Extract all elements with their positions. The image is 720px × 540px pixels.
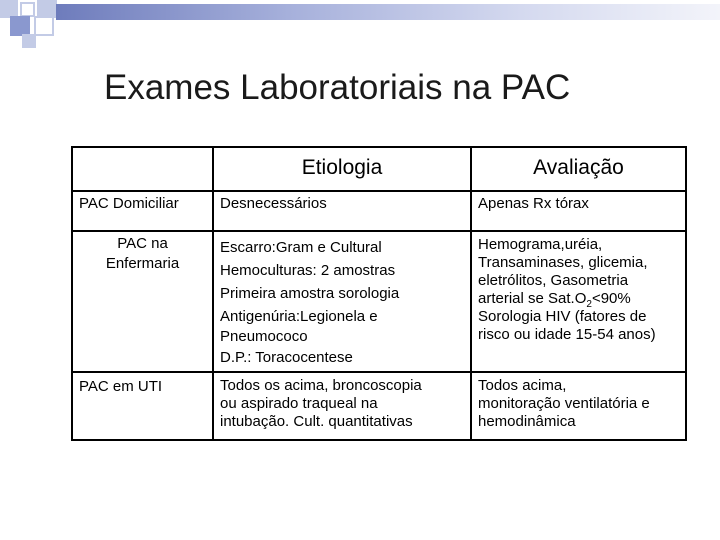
sat-suffix: <90% (591, 290, 631, 307)
etiologia-line: Desnecessários (220, 195, 327, 212)
table-row-domiciliar (72, 191, 686, 231)
decor-square-6 (22, 34, 36, 48)
row-label-line: PAC Domiciliar (79, 195, 179, 212)
avaliacao-line: Hemograma,uréia, (478, 236, 603, 253)
avaliacao-uti (471, 372, 686, 440)
header-avaliacao: Avaliação (471, 147, 686, 191)
exams-table (71, 146, 687, 441)
header-etiologia: Etiologia (213, 147, 471, 191)
etiologia-line: Antigenúria:Legionela e (220, 308, 378, 325)
etiologia-line: ou aspirado traqueal na (220, 395, 378, 412)
table-row-enfermaria (72, 231, 686, 372)
etiologia-line: Hemoculturas: 2 amostras (220, 262, 396, 279)
avaliacao-line: eletrólitos, Gasometria (478, 272, 629, 289)
etiologia-line: Primeira amostra sorologia (220, 285, 400, 302)
row-label-line: PAC na (117, 235, 168, 252)
decor-square-3 (10, 16, 30, 36)
row-label-uti (72, 372, 213, 440)
etiologia-line: Pneumococo (220, 328, 308, 345)
table-row-uti (72, 372, 686, 440)
etiologia-enfermaria (213, 231, 471, 372)
header-gradient-bar (56, 4, 720, 20)
avaliacao-domiciliar (471, 191, 686, 231)
etiologia-line: Escarro:Gram e Cultural (220, 239, 382, 256)
avaliacao-line: Todos acima, (478, 377, 567, 394)
table-header-row (72, 147, 686, 191)
row-label-line: PAC em UTI (79, 378, 163, 395)
row-label-domiciliar (72, 191, 213, 231)
row-label-line: Enfermaria (105, 255, 180, 272)
decor-square-5 (34, 16, 54, 36)
etiologia-domiciliar (213, 191, 471, 231)
avaliacao-line: Apenas Rx tórax (478, 195, 589, 212)
row-label-enfermaria (72, 231, 213, 372)
etiologia-line: intubação. Cult. quantitativas (220, 413, 413, 430)
avaliacao-line: hemodinâmica (478, 413, 576, 430)
sat-prefix: arterial se Sat.O (478, 290, 587, 307)
avaliacao-line: Sorologia HIV (fatores de (478, 308, 647, 325)
decor-square-2 (20, 2, 35, 17)
etiologia-line: Todos os acima, broncoscopia (220, 377, 422, 394)
avaliacao-line: Transaminases, glicemia, (478, 254, 648, 271)
avaliacao-line: monitoração ventilatória e (478, 395, 650, 412)
avaliacao-enfermaria (471, 231, 686, 372)
etiologia-line: D.P.: Toracocentese (220, 349, 353, 366)
etiologia-uti (213, 372, 471, 440)
header-empty (72, 147, 213, 191)
sat-subscript: 2 (586, 299, 592, 310)
slide-title: Exames Laboratoriais na PAC (104, 68, 571, 107)
avaliacao-sat-line (478, 290, 679, 308)
avaliacao-line: risco ou idade 15-54 anos) (478, 326, 656, 343)
